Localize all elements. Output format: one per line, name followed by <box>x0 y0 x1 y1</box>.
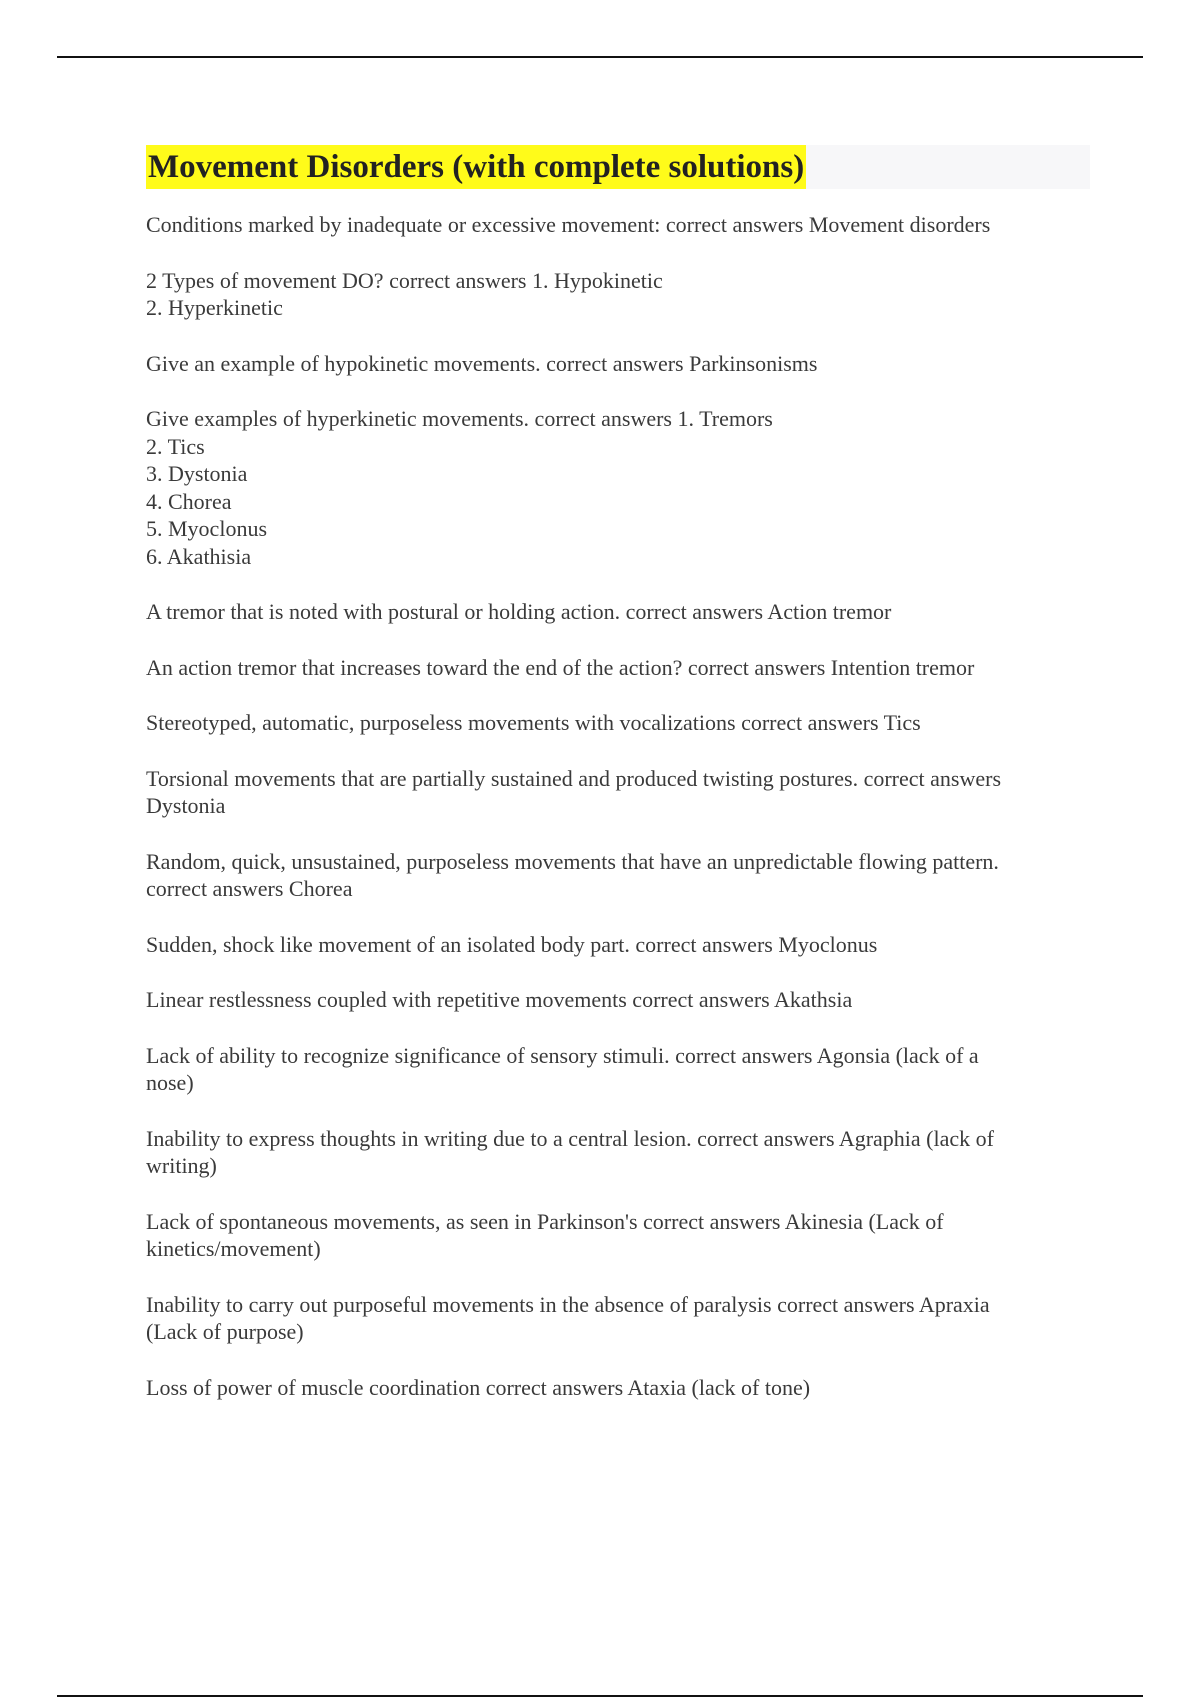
qa-line: Inability to express thoughts in writing due to a central lesion. correct answers Agraphia (lack of <box>146 1125 994 1151</box>
qa-item <box>146 1208 1090 1263</box>
qa-line: Lack of ability to recognize significance of sensory stimuli. correct answers Agonsia (lack of a <box>146 1042 979 1068</box>
qa-line: 5. Myoclonus <box>146 516 267 541</box>
top-rule <box>57 56 1143 58</box>
qa-item <box>146 1374 1090 1402</box>
qa-item <box>146 765 1090 820</box>
qa-line: 6. Akathisia <box>146 543 252 569</box>
qa-line: correct answers Chorea <box>146 876 353 901</box>
qa-line: kinetics/movement) <box>146 1236 321 1261</box>
qa-line: 2 Types of movement DO? correct answers 1. Hypokinetic <box>146 267 663 293</box>
document-title: Movement Disorders (with complete solutions) <box>146 145 806 189</box>
qa-line: An action tremor that increases toward the end of the action? correct answers Intention tremor <box>146 654 975 680</box>
qa-line: Conditions marked by inadequate or excessive movement: correct answers Movement disorders <box>146 212 991 237</box>
qa-item <box>146 405 1090 570</box>
qa-line: Stereotyped, automatic, purposeless movements with vocalizations correct answers Tics <box>146 710 921 735</box>
qa-item <box>146 1291 1090 1346</box>
qa-item <box>146 267 1090 322</box>
qa-item <box>146 654 1090 682</box>
qa-line: 2. Hyperkinetic <box>146 295 283 320</box>
qa-line: Dystonia <box>146 793 226 818</box>
qa-line: Random, quick, unsustained, purposeless movements that have an unpredictable flowing pattern. <box>146 848 999 874</box>
qa-line: 4. Chorea <box>146 488 232 514</box>
qa-item <box>146 709 1090 737</box>
qa-line: Loss of power of muscle coordination correct answers Ataxia (lack of tone) <box>146 1374 811 1400</box>
qa-item <box>146 986 1090 1014</box>
qa-item <box>146 931 1090 959</box>
qa-line: Linear restlessness coupled with repetitive movements correct answers Akathsia <box>146 987 853 1012</box>
qa-line: A tremor that is noted with postural or holding action. correct answers Action tremor <box>146 599 892 624</box>
document-body <box>146 145 1090 1429</box>
qa-line: 3. Dystonia <box>146 461 248 486</box>
qa-item <box>146 1042 1090 1097</box>
qa-line: Give an example of hypokinetic movements. correct answers Parkinsonisms <box>146 350 818 376</box>
qa-item <box>146 598 1090 626</box>
qa-item <box>146 848 1090 903</box>
qa-item <box>146 350 1090 378</box>
title-band <box>146 145 1090 189</box>
qa-line: Give examples of hyperkinetic movements. correct answers 1. Tremors <box>146 406 773 431</box>
qa-line: Inability to carry out purposeful movements in the absence of paralysis correct answers Apraxia <box>146 1291 990 1317</box>
qa-line: 2. Tics <box>146 433 205 459</box>
qa-line: (Lack of purpose) <box>146 1319 304 1344</box>
qa-line: Torsional movements that are partially sustained and produced twisting postures. correct answers <box>146 765 1002 791</box>
qa-line: Lack of spontaneous movements, as seen in Parkinson's correct answers Akinesia (Lack of <box>146 1208 944 1234</box>
qa-line: nose) <box>146 1070 194 1095</box>
qa-line: Sudden, shock like movement of an isolated body part. correct answers Myoclonus <box>146 931 878 957</box>
qa-line: writing) <box>146 1153 217 1178</box>
qa-item <box>146 1125 1090 1180</box>
bottom-rule <box>57 1695 1143 1697</box>
qa-item <box>146 211 1090 239</box>
